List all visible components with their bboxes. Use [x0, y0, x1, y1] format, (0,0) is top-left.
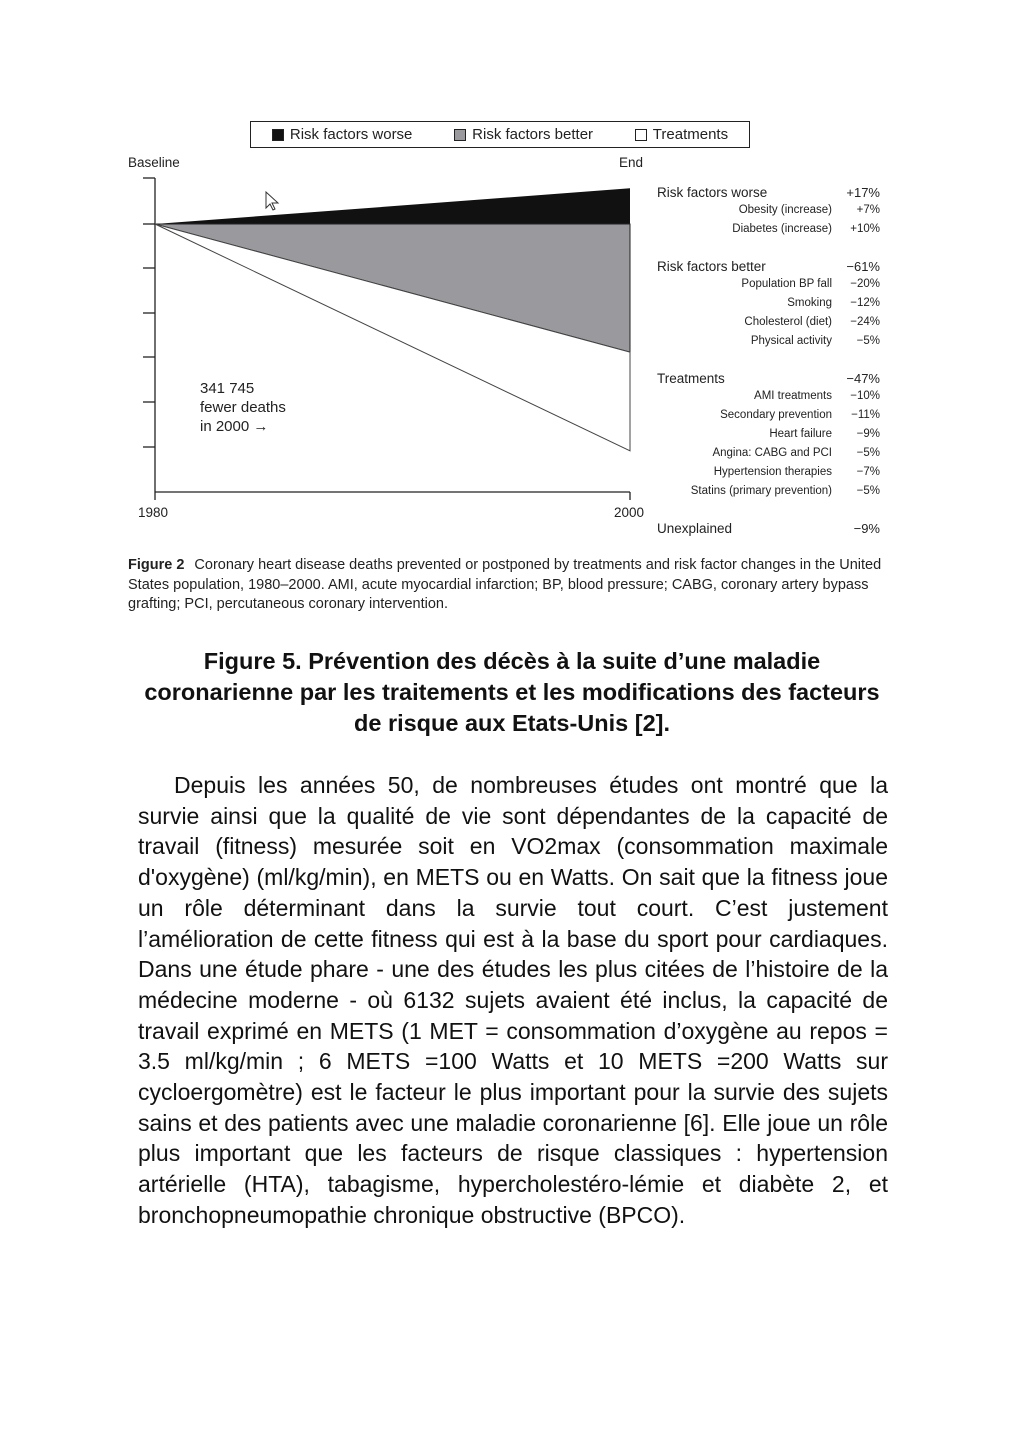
area-risk-factors-worse: [155, 188, 630, 224]
breakdown-value: −24%: [850, 316, 880, 328]
breakdown-row: [655, 204, 880, 222]
breakdown-row: [655, 297, 880, 315]
breakdown-label: Heart failure: [769, 428, 832, 440]
breakdown-label: Population BP fall: [741, 278, 832, 290]
caption-text: Coronary heart disease deaths prevented or postponed by treatments and risk factor changes in the United States population, 1980–2000. AMI, acute myocardial infarction; BP, blood pressure; CABG, coronary artery bypass grafting; PCI, percutaneous coronary intervention.: [128, 557, 882, 612]
axis-label-end: End: [619, 155, 644, 170]
breakdown-label: Diabetes (increase): [732, 223, 832, 235]
breakdown-value: +7%: [856, 204, 880, 216]
breakdown-value: −5%: [856, 447, 880, 459]
breakdown-row: [655, 390, 880, 408]
breakdown-value: +10%: [850, 223, 880, 235]
chart-plot: [0, 0, 660, 530]
breakdown-row: [655, 259, 880, 277]
annotation-text: fewer deaths: [200, 399, 286, 416]
breakdown-row: [655, 521, 880, 539]
axis-label-2000: 2000: [614, 505, 645, 520]
breakdown-label: Angina: CABG and PCI: [712, 447, 832, 459]
breakdown-value: −20%: [850, 278, 880, 290]
breakdown-label: Treatments: [657, 371, 725, 386]
breakdown-row: [655, 223, 880, 241]
breakdown-row: [655, 278, 880, 296]
breakdown-label: Hypertension therapies: [713, 466, 832, 478]
breakdown-value: +17%: [846, 185, 880, 200]
breakdown-label: Statins (primary prevention): [690, 485, 832, 497]
breakdown-row: [655, 428, 880, 446]
caption-label: Figure 2: [128, 557, 185, 573]
breakdown-label: Unexplained: [657, 521, 733, 536]
breakdown-row: [655, 316, 880, 334]
breakdown-row: [655, 185, 880, 203]
breakdown-label: Risk factors worse: [657, 185, 768, 200]
breakdown-label: Cholesterol (diet): [744, 316, 832, 328]
breakdown-value: −9%: [856, 428, 880, 440]
legend-label-treatments: Treatments: [652, 126, 729, 143]
arrow-cursor-icon: [266, 192, 278, 210]
breakdown-value: −11%: [851, 409, 880, 421]
annotation-count: 341 745: [200, 380, 255, 397]
breakdown-row: [655, 466, 880, 484]
breakdown-value: −61%: [846, 259, 880, 274]
breakdown-label: Secondary prevention: [720, 409, 832, 421]
breakdown-label: Risk factors better: [657, 259, 766, 274]
figure-title: Figure 5. Prévention des décès à la suite d’une maladie coronarienne par les traitements et les modifications des facteurs de risque aux Etats-Unis [2].: [144, 648, 880, 736]
breakdown-label: Obesity (increase): [738, 204, 832, 216]
breakdown-value: −47%: [846, 371, 880, 386]
annotation-year: in 2000 →: [200, 418, 269, 435]
breakdown-value: −7%: [856, 466, 880, 478]
breakdown-label: AMI treatments: [754, 390, 832, 402]
breakdown-label: Physical activity: [750, 335, 832, 347]
axis-label-1980: 1980: [138, 505, 169, 520]
breakdown-value: −10%: [850, 390, 880, 402]
breakdown-row: [655, 335, 880, 353]
axis-label-baseline: Baseline: [128, 155, 180, 170]
fewer-deaths-annotation: [200, 379, 286, 436]
breakdown-value: −5%: [856, 485, 880, 497]
breakdown-value: −9%: [853, 521, 880, 536]
legend-label-worse: Risk factors worse: [289, 126, 413, 143]
breakdown-value: −12%: [850, 297, 880, 309]
breakdown-row: [655, 371, 880, 389]
breakdown-value: −5%: [856, 335, 880, 347]
breakdown-label: Smoking: [787, 297, 832, 309]
figure-caption-en: [128, 556, 884, 615]
legend-label-better: Risk factors better: [472, 126, 594, 143]
breakdown-row: [655, 447, 880, 465]
body-paragraph: Depuis les années 50, de nombreuses études ont montré que la survie ainsi que la qualité de vie sont dépendantes de la capacité de travail (fitness) mesurée soit en VO2max (consommation maximale d'oxygène) (ml/kg/min), en METS ou en Watts. On sait que la fitness joue un rôle déterminant dans la survie tout court. C’est justement l’amélioration de cette fitness qui est à la base du sport pour cardiaques. Dans une étude phare - une des études les plus citées de l’histoire de la médecine moderne - où 6132 sujets avaient été inclus, la capacité de travail exprimé en METS (1 MET = consommation d’oxygène au repos = 3.5 ml/kg/min ; 6 METS =100 Watts et 10 METS =200 Watts sur cycloergomètre) est le facteur le plus important pour la survie des sujets sains et des patients avec une maladie coronarienne [6]. Elle joue un rôle plus important que les facteurs de risque classiques : hypertension artérielle (HTA), tabagisme, hypercholestéro-lémie et diabète 2, et bronchopneumopathie chronique obstructive (BPCO).: [138, 772, 888, 1228]
breakdown-row: [655, 485, 880, 503]
breakdown-row: [655, 409, 880, 427]
